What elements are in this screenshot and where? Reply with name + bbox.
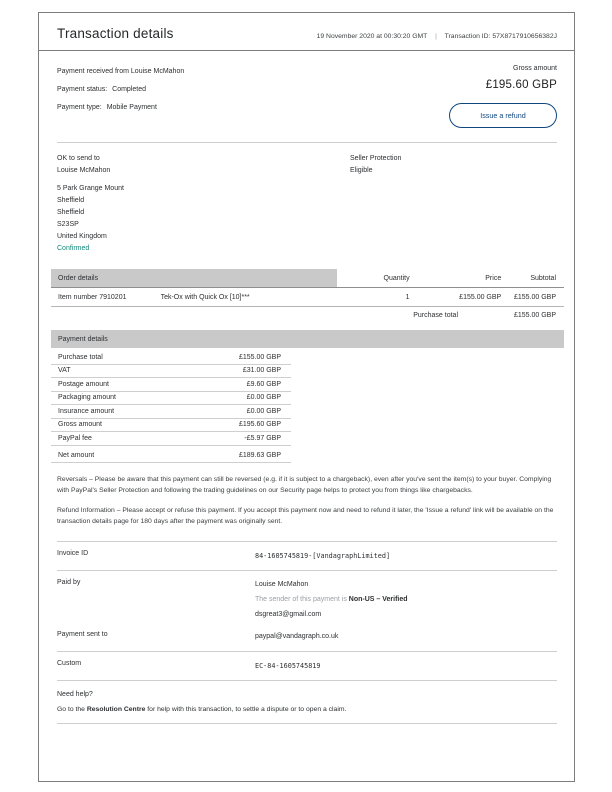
payment-detail-value: £0.00 GBP: [246, 407, 281, 415]
recipient-name: Louise McMahon: [57, 167, 111, 174]
purchase-total-value: £155.00 GBP: [513, 312, 556, 319]
payment-summary-right: [449, 63, 557, 128]
page-frame: [38, 12, 575, 782]
payment-detail-label: Postage amount: [58, 380, 109, 388]
payment-status-row: [57, 81, 184, 99]
order-item-row: [51, 288, 564, 307]
payment-detail-row: [51, 419, 291, 433]
order-details-title: Order details: [51, 269, 337, 287]
shipping-section: [39, 143, 574, 263]
payment-detail-label: VAT: [58, 367, 71, 375]
address-line: Sheffield: [57, 197, 85, 204]
payment-summary: [39, 51, 574, 128]
payment-type-row: [57, 99, 184, 117]
page-title: Transaction details: [57, 26, 174, 41]
payment-detail-label: Gross amount: [58, 421, 102, 429]
ship-to-column: [57, 153, 350, 255]
purchase-total-label: Purchase total: [413, 312, 458, 319]
item-subtotal: £155.00 GBP: [513, 293, 556, 301]
payment-detail-row: [51, 392, 291, 406]
custom-label: Custom: [57, 660, 82, 667]
address-line: 5 Park Grange Mount: [57, 185, 124, 192]
gross-amount-value: £195.60 GBP: [485, 79, 557, 91]
resolution-centre-link: Resolution Centre: [86, 706, 146, 713]
invoice-id-label: Invoice ID: [57, 550, 89, 557]
payment-detail-label: Packaging amount: [58, 394, 116, 402]
payment-summary-left: [57, 63, 184, 128]
payment-detail-row: [51, 405, 291, 419]
payment-details-rows: [51, 351, 291, 463]
payment-detail-value: £31.00 GBP: [242, 367, 281, 375]
payment-sent-to-value: paypal@vandagraph.co.uk: [255, 633, 339, 640]
invoice-id-row: [57, 542, 557, 571]
payment-detail-label: Net amount: [58, 452, 95, 460]
payment-detail-value: £155.00 GBP: [238, 353, 281, 361]
paid-by-row: [57, 571, 557, 629]
payment-detail-row: [51, 378, 291, 392]
help-text: [57, 702, 557, 724]
payment-detail-label: Insurance amount: [58, 407, 115, 415]
order-details-header-row: [51, 269, 564, 288]
item-number: Item number 7910201: [58, 293, 127, 301]
order-details-table: [51, 269, 564, 324]
sender-verification-line: [255, 594, 408, 606]
header-meta: [317, 33, 557, 40]
references-section: [57, 542, 557, 724]
payment-received-from: Payment received from Louise McMahon: [57, 68, 185, 75]
item-price: £155.00 GBP: [459, 293, 502, 301]
seller-protection-column: [350, 153, 557, 255]
address-line: S23SP: [57, 221, 79, 228]
transaction-datetime: 19 November 2020 at 00:30:20 GMT: [316, 33, 428, 40]
seller-protection-label: Seller Protection: [350, 155, 402, 162]
address-line: Sheffield: [57, 209, 85, 216]
payment-type-value: Mobile Payment: [106, 104, 157, 111]
payment-sent-to-row: [57, 629, 557, 651]
address-line: United Kingdom: [57, 233, 107, 240]
seller-protection-value: Eligible: [350, 167, 373, 174]
payment-detail-label: Purchase total: [58, 353, 103, 361]
payer-block: [57, 571, 557, 652]
invoice-id-value: 84-1605745819-[VandagraphLimited]: [255, 552, 391, 560]
reversals-notice: Reversals – Please be aware that this payment can still be reversed (e.g. if it is subject to a chargeback), even after you've sent the item(s) to your buyer. Complying with PayPal's Seller Protection and following the trading guidelines on our Security page helps to protect you from things like chargebacks.: [57, 476, 552, 494]
sender-note-prefix: The sender of this payment is: [255, 596, 347, 603]
payment-details-title: Payment details: [51, 330, 564, 348]
order-purchase-total-row: [51, 307, 564, 324]
notices-section: [57, 475, 557, 527]
payment-detail-row: [51, 365, 291, 379]
payment-detail-row: [51, 450, 291, 464]
column-header-price: Price: [485, 274, 502, 282]
payment-sent-to-label: Payment sent to: [57, 631, 108, 638]
payment-detail-value: £0.00 GBP: [246, 394, 281, 402]
payment-type-label: Payment type:: [57, 104, 102, 111]
sender-verification-status: Non-US – Verified: [348, 596, 408, 603]
recipient-address: [57, 183, 350, 243]
column-header-quantity: Quantity: [383, 274, 410, 282]
column-header-subtotal: Subtotal: [530, 274, 556, 282]
need-help-title: Need help?: [57, 691, 93, 698]
payment-detail-value: -£5.97 GBP: [244, 434, 281, 442]
payer-name: Louise McMahon: [255, 581, 309, 588]
payment-detail-row: [51, 351, 291, 365]
transaction-id-label: Transaction ID:: [444, 33, 491, 40]
payment-status-value: Completed: [112, 86, 147, 93]
payment-details-section: [51, 330, 564, 463]
header: [39, 13, 574, 51]
address-confirmed-badge: Confirmed: [57, 245, 90, 252]
header-separator: |: [435, 33, 437, 40]
item-description: Tek-Ox with Quick Ox [10]***: [160, 293, 250, 301]
issue-refund-button[interactable]: Issue a refund: [449, 103, 557, 128]
payment-detail-value: £189.63 GBP: [238, 452, 281, 460]
payer-email: dsgreat3@gmail.com: [255, 611, 322, 618]
gross-amount-label: Gross amount: [513, 65, 557, 72]
payment-status-label: Payment status:: [57, 86, 108, 93]
transaction-id-value: 57X8717910656382J: [492, 33, 557, 40]
paid-by-label: Paid by: [57, 579, 81, 586]
help-text-prefix: Go to the: [57, 706, 85, 713]
paid-by-value: [255, 579, 408, 621]
ok-to-send-label: OK to send to: [57, 155, 100, 162]
payment-detail-value: £195.60 GBP: [238, 421, 281, 429]
refund-information-notice: Refund Information – Please accept or refuse this payment. If you accept this payment now and need to refund it later, the 'Issue a refund' link will be available on the transaction details page for 180 days after the payment was originally sent.: [57, 507, 554, 525]
payment-detail-row: [51, 432, 291, 446]
item-quantity: 1: [405, 293, 410, 301]
custom-value: EC-84-1605745819: [255, 662, 321, 670]
help-text-suffix: for help with this transaction, to settle a dispute or to open a claim.: [147, 706, 347, 713]
payment-detail-value: £9.60 GBP: [246, 380, 281, 388]
custom-row: [57, 652, 557, 681]
payment-detail-label: PayPal fee: [58, 434, 92, 442]
